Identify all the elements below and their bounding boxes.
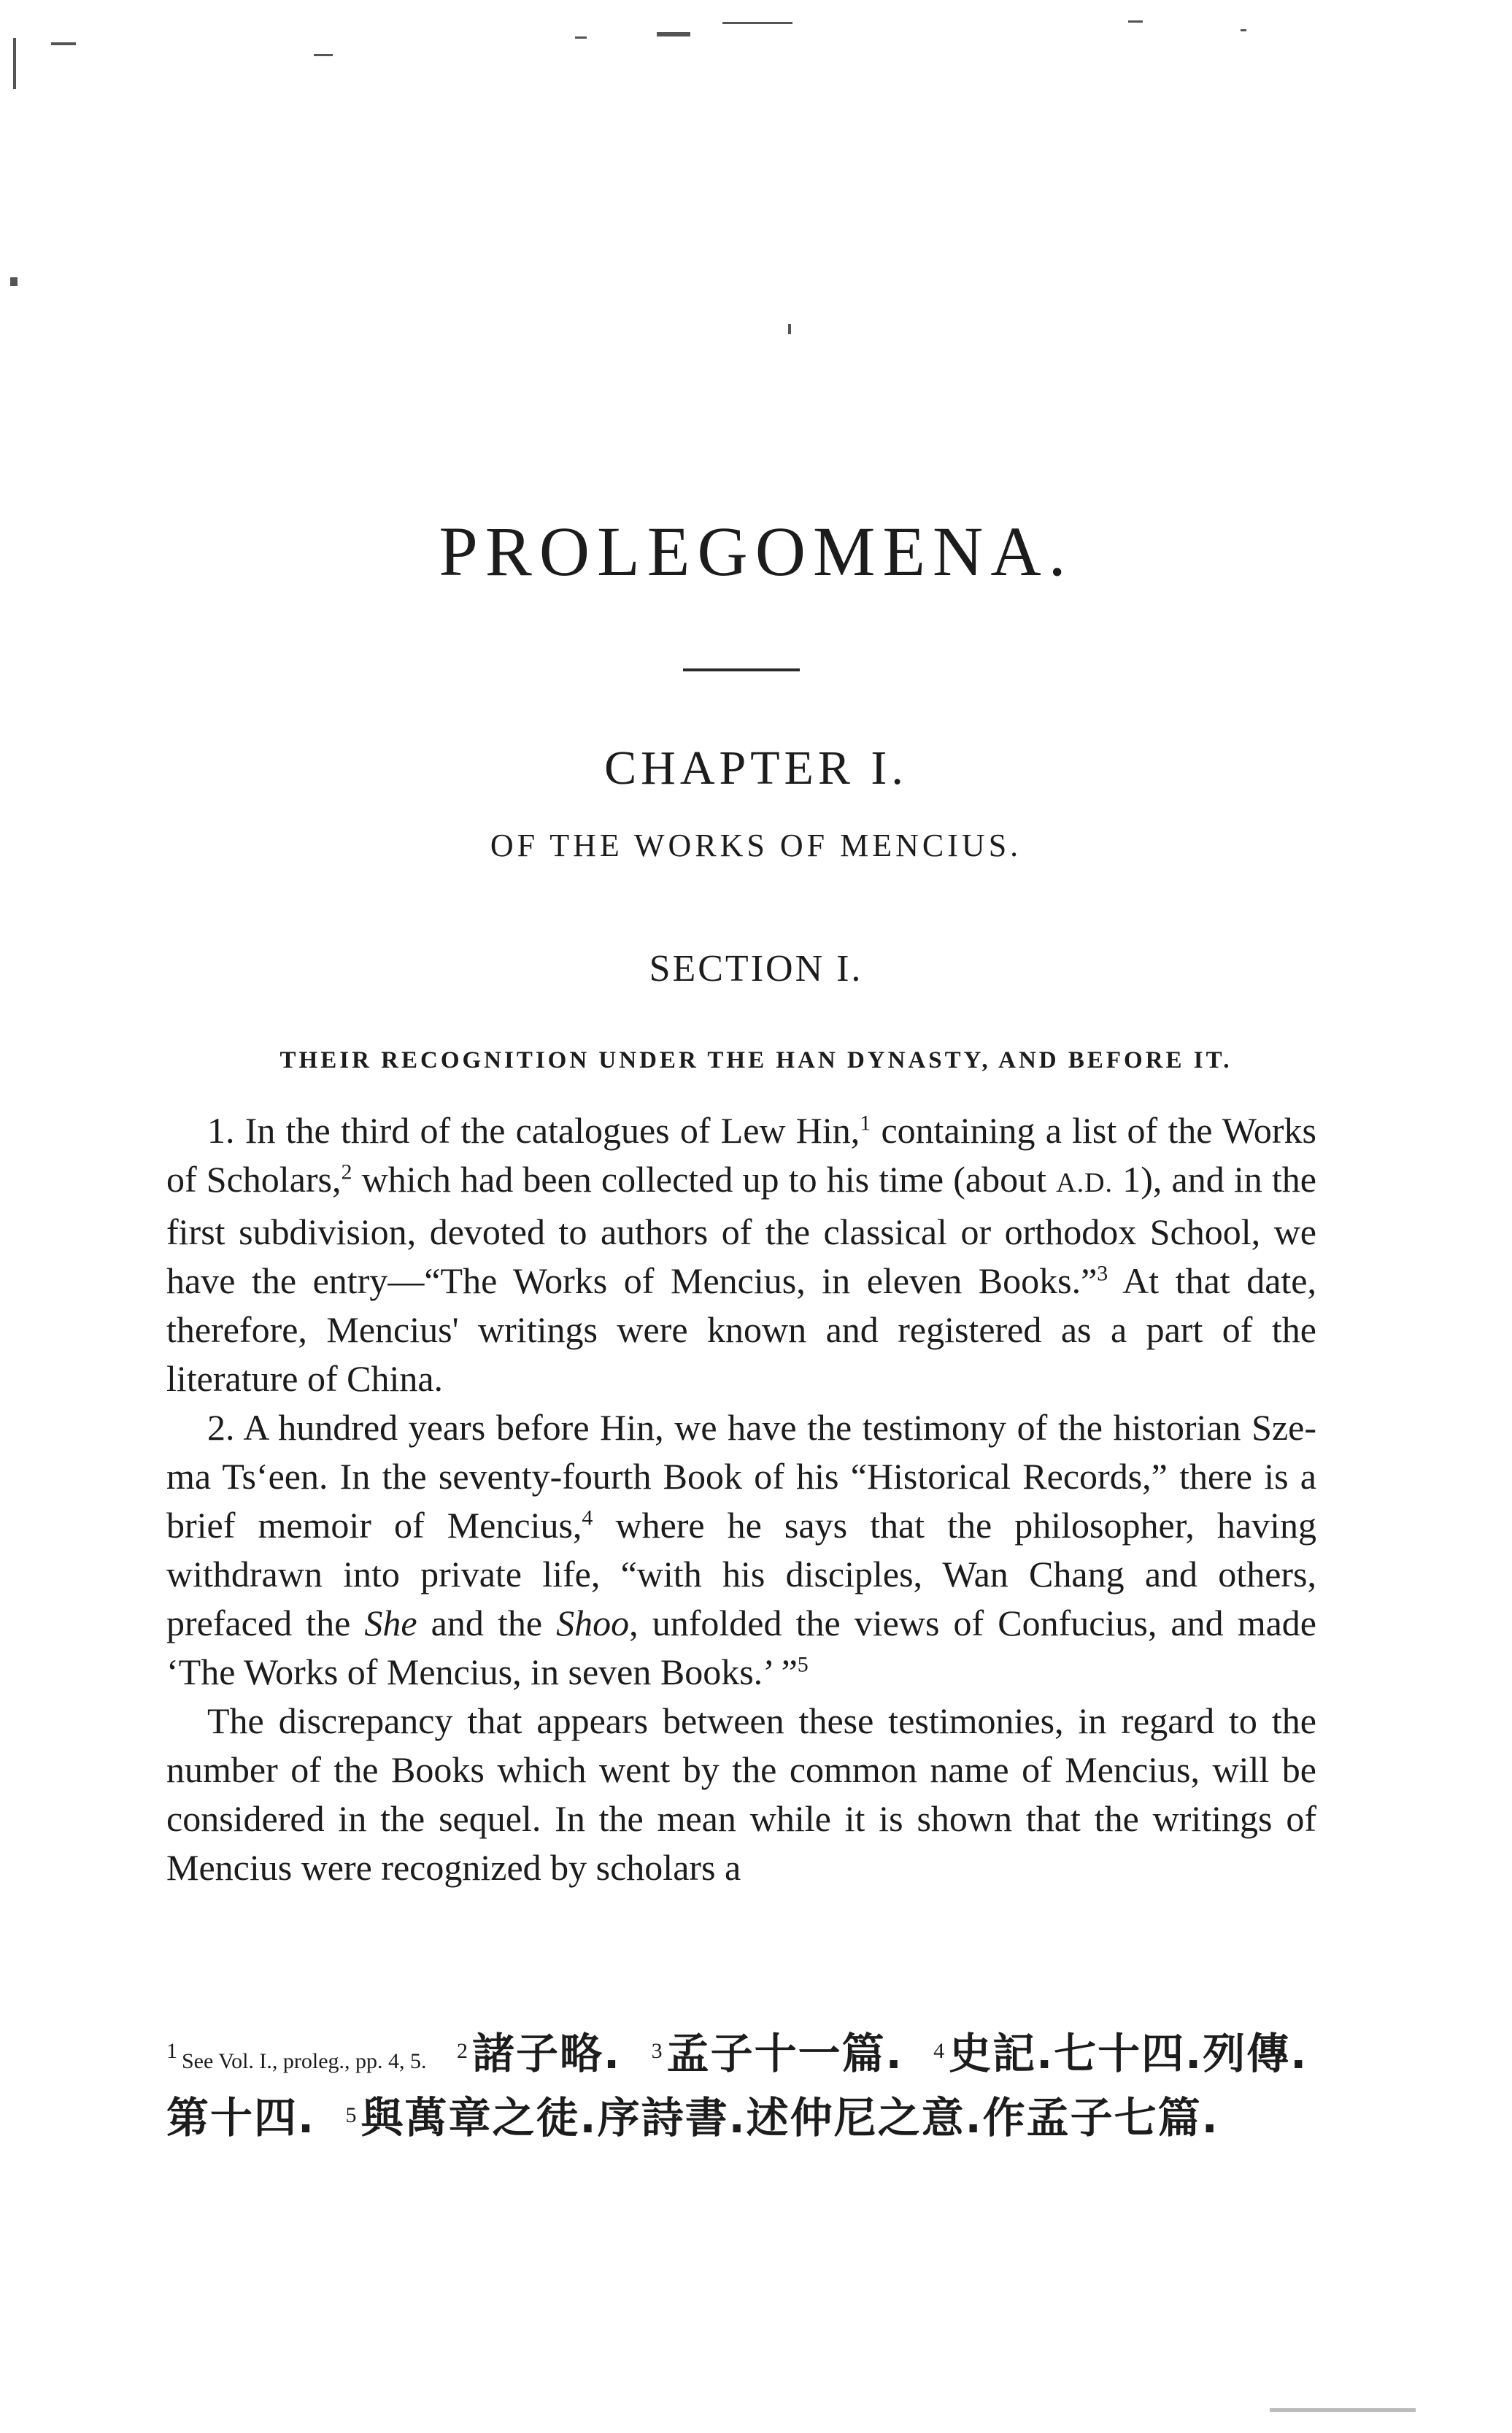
footnote-number-3: 3 <box>651 2039 663 2063</box>
footnotes <box>166 2024 1316 2153</box>
chapter-subheading: OF THE WORKS OF MENCIUS. <box>490 828 1022 863</box>
footnote-ref-1: 1 <box>860 1111 871 1135</box>
footnote-number-2: 2 <box>457 2039 468 2063</box>
footnote-1: See Vol. I., proleg., pp. 4, 5. <box>182 2049 427 2073</box>
paragraph-1: 1. In the third of the catalogues of Lew Hin,$^1$ containing a list of the Works of Scholars,$^2$ which had been collected up to his time (about A.D. 1), and in the first subdivision, devoted to authors of the classical or orthodox School, we have the entry—“The Works of Mencius, in eleven Books.”$^3$ At that date, therefore, Mencius' writings were known and registered as a part of the literature of China. <box>166 1110 1317 1399</box>
footnote-ref-3: 3 <box>1097 1261 1108 1286</box>
chapter-heading: CHAPTER I. <box>604 741 908 795</box>
footnote-2: 諸子略. <box>472 2029 622 2078</box>
era-abbrev: A.D. <box>1056 1168 1114 1198</box>
footnote-number-1: 1 <box>166 2039 177 2063</box>
section-heading: SECTION I. <box>649 948 863 990</box>
footnote-number-4: 4 <box>933 2039 945 2063</box>
footnote-5: 與萬章之徒.序詩書.述仲尼之意.作孟子七篇. <box>360 2093 1219 2143</box>
paragraph-2: 2. A hundred years before Hin, we have the testimony of the historian Sze-ma Ts‘een. In the seventy-fourth Book of his “Historical Records,” there is a brief memoir of Mencius,$^4$ where he says that the philosopher, having withdrawn into private life, “with his disciples, Wan Chang and others, prefaced the She and the Shoo, unfolded the views of Confucius, and made ‘The Works of Mencius, in seven Books.’ ”$^5$ <box>166 1407 1316 1692</box>
footnote-ref-2: 2 <box>341 1160 352 1184</box>
footnote-3: 孟子十一篇. <box>666 2029 903 2078</box>
title-rule <box>683 668 800 671</box>
body-text <box>166 1106 1316 1892</box>
shoo-title: Shoo <box>556 1603 630 1643</box>
footnote-ref-4: 4 <box>582 1505 593 1530</box>
footnote-4: 史記.七十四.列傳.第十四. <box>166 2029 1308 2143</box>
she-title: She <box>364 1603 417 1643</box>
page-title: PROLEGOMENA. <box>439 512 1073 590</box>
section-subheading: THEIR RECOGNITION UNDER THE HAN DYNASTY, AND BEFORE IT. <box>279 1047 1233 1073</box>
footnote-number-5: 5 <box>345 2103 357 2127</box>
paragraph-3: The discrepancy that appears between these testimonies, in regard to the number of the Books which went by the common name of Mencius, will be considered in the sequel. In the mean while it is shown that the writings of Mencius were recognized by scholars a <box>166 1700 1316 1888</box>
footnote-ref-5: 5 <box>797 1652 809 1677</box>
